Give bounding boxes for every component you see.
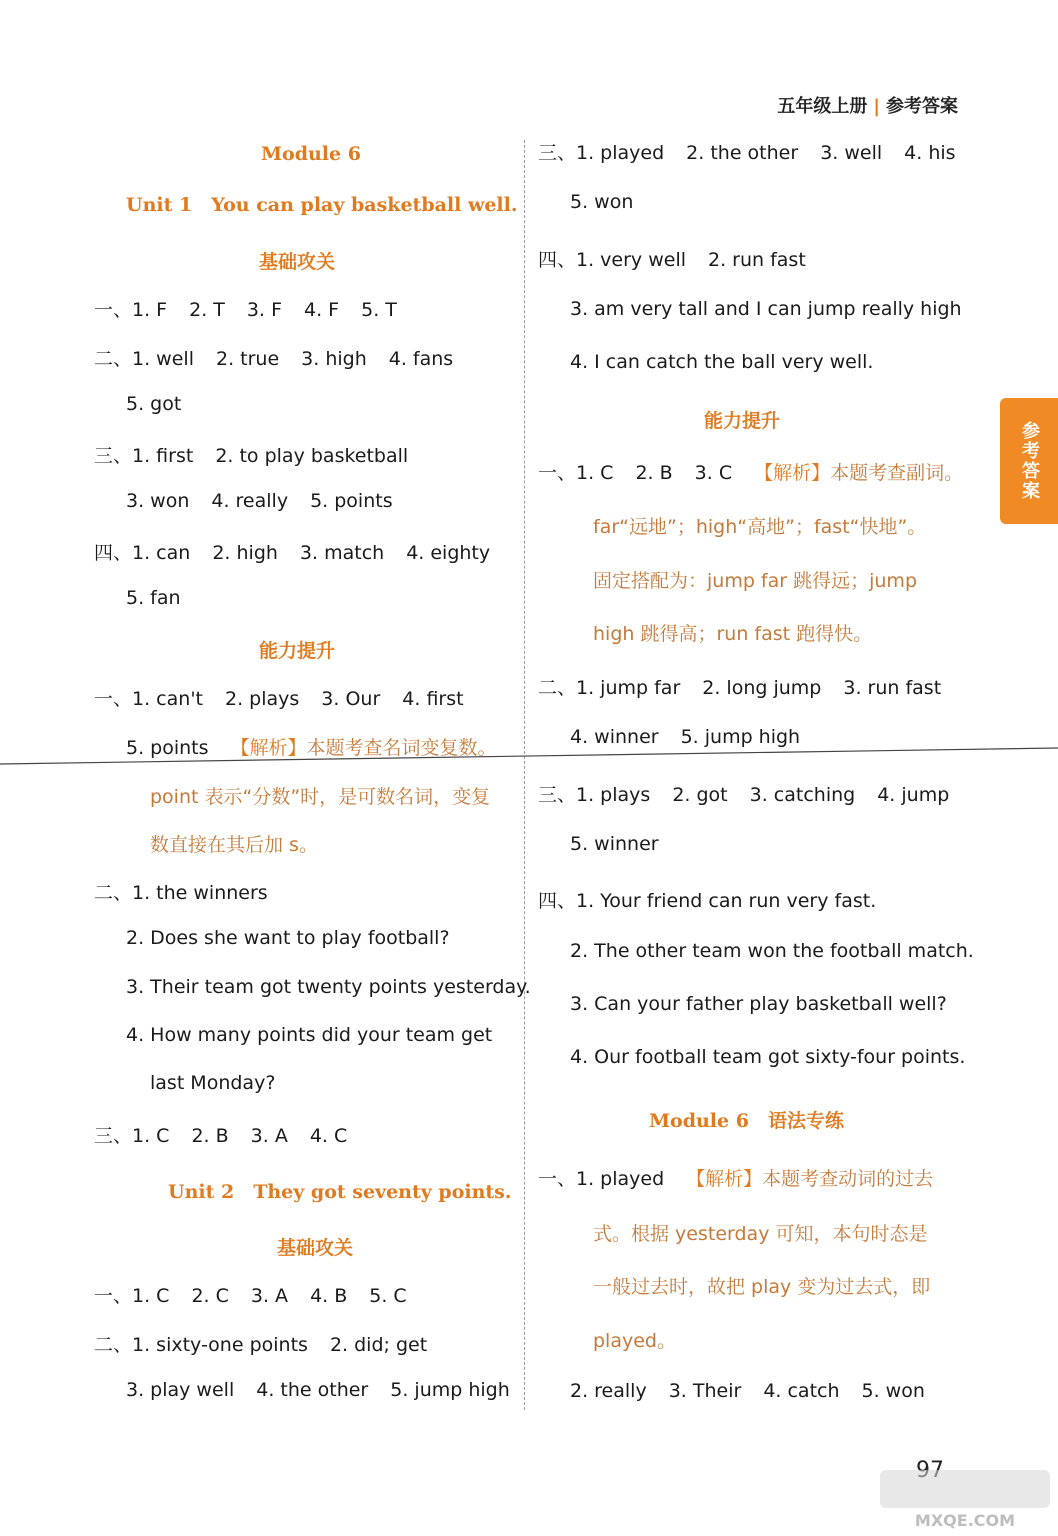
answer-line: 2. Does she want to play football? [126,927,450,949]
answer-line: 三、1. plays 2. got 3. catching 4. jump [538,784,950,806]
answer-line: 三、1. C 2. B 3. A 4. C [94,1125,348,1147]
grammar-title: Module 6 语法专练 [649,1110,844,1132]
answer-line: 2. really 3. Their 4. catch 5. won [570,1380,925,1402]
note-line: far“远地”；high“高地”；fast“快地”。 [593,516,927,538]
answer-line: last Monday? [150,1072,276,1094]
answer-line: 5. points 【解析】本题考查名词变复数。 [126,737,497,759]
answer-line: 4. How many points did your team get [126,1024,493,1046]
note-line: high 跳得高；run fast 跑得快。 [593,623,873,645]
note-line: 式。根据 yesterday 可知，本句时态是 [593,1223,928,1245]
answer-line: 四、1. very well 2. run fast [538,249,806,271]
answer-line: 3. am very tall and I can jump really high [570,298,962,320]
note-line: 固定搭配为：jump far 跳得远；jump [593,570,918,592]
answer-line: 一、1. C 2. B 3. C 【解析】本题考查副词。 [538,462,964,484]
answer-line: 一、1. can't 2. plays 3. Our 4. first [94,688,464,710]
column-divider [524,140,525,1410]
unit2-title: Unit 2 They got seventy points. [168,1181,512,1203]
answer-line: 3. play well 4. the other 5. jump high [126,1379,510,1401]
header-grade: 五年级上册 [777,96,868,117]
answer-line: 三、1. played 2. the other 3. well 4. his [538,142,956,164]
unit1-title: Unit 1 You can play basketball well. [126,194,518,216]
note-line: 一般过去时，故把 play 变为过去式，即 [593,1276,931,1298]
section-nengli-1: 能力提升 [259,640,336,662]
answer-line: 二、1. the winners [94,882,268,904]
answer-line: 4. Our football team got sixty-four points. [570,1046,966,1068]
module-title: Module 6 [261,143,361,165]
answer-line: 二、1. sixty-one points 2. did; get [94,1334,428,1356]
answer-line: 一、1. F 2. T 3. F 4. F 5. T [94,299,397,321]
section-jichu-2: 基础攻关 [277,1237,354,1259]
answer-line: 一、1. played 【解析】本题考查动词的过去 [538,1168,934,1190]
answer-line: 四、1. Your friend can run very fast. [538,890,877,912]
answer-line: 二、1. well 2. true 3. high 4. fans [94,348,454,370]
answer-line: 二、1. jump far 2. long jump 3. run fast [538,677,942,699]
answer-line: 5. fan [126,587,181,609]
svg-text:MXQE.COM: MXQE.COM [914,1511,1016,1530]
answer-line: 四、1. can 2. high 3. match 4. eighty [94,542,491,564]
answer-line: 5. winner [570,833,659,855]
answer-line: 三、1. first 2. to play basketball [94,445,409,467]
answer-line: 5. won [570,191,634,213]
section-jichu-1: 基础攻关 [259,251,336,273]
header-section: 参考答案 [886,96,958,117]
note-line: played。 [593,1330,676,1352]
side-tab: 参考答案 [1000,398,1058,524]
answer-line: 3. Their team got twenty points yesterday. [126,976,531,998]
note-line: 数直接在其后加 s。 [150,834,318,856]
answer-line: 2. The other team won the football match. [570,940,974,962]
header-separator: | [873,96,880,117]
answer-line: 一、1. C 2. C 3. A 4. B 5. C [94,1285,407,1307]
watermark-logo [880,1470,1050,1530]
answer-line: 5. got [126,393,182,415]
answer-line: 3. won 4. really 5. points [126,490,393,512]
section-nengli-2: 能力提升 [704,410,781,432]
answer-line: 4. winner 5. jump high [570,726,801,748]
note-line: point 表示“分数”时，是可数名词，变复 [150,786,491,808]
answer-line: 3. Can your father play basketball well? [570,993,947,1015]
answer-line: 4. I can catch the ball very well. [570,351,874,373]
page-header [777,92,958,118]
